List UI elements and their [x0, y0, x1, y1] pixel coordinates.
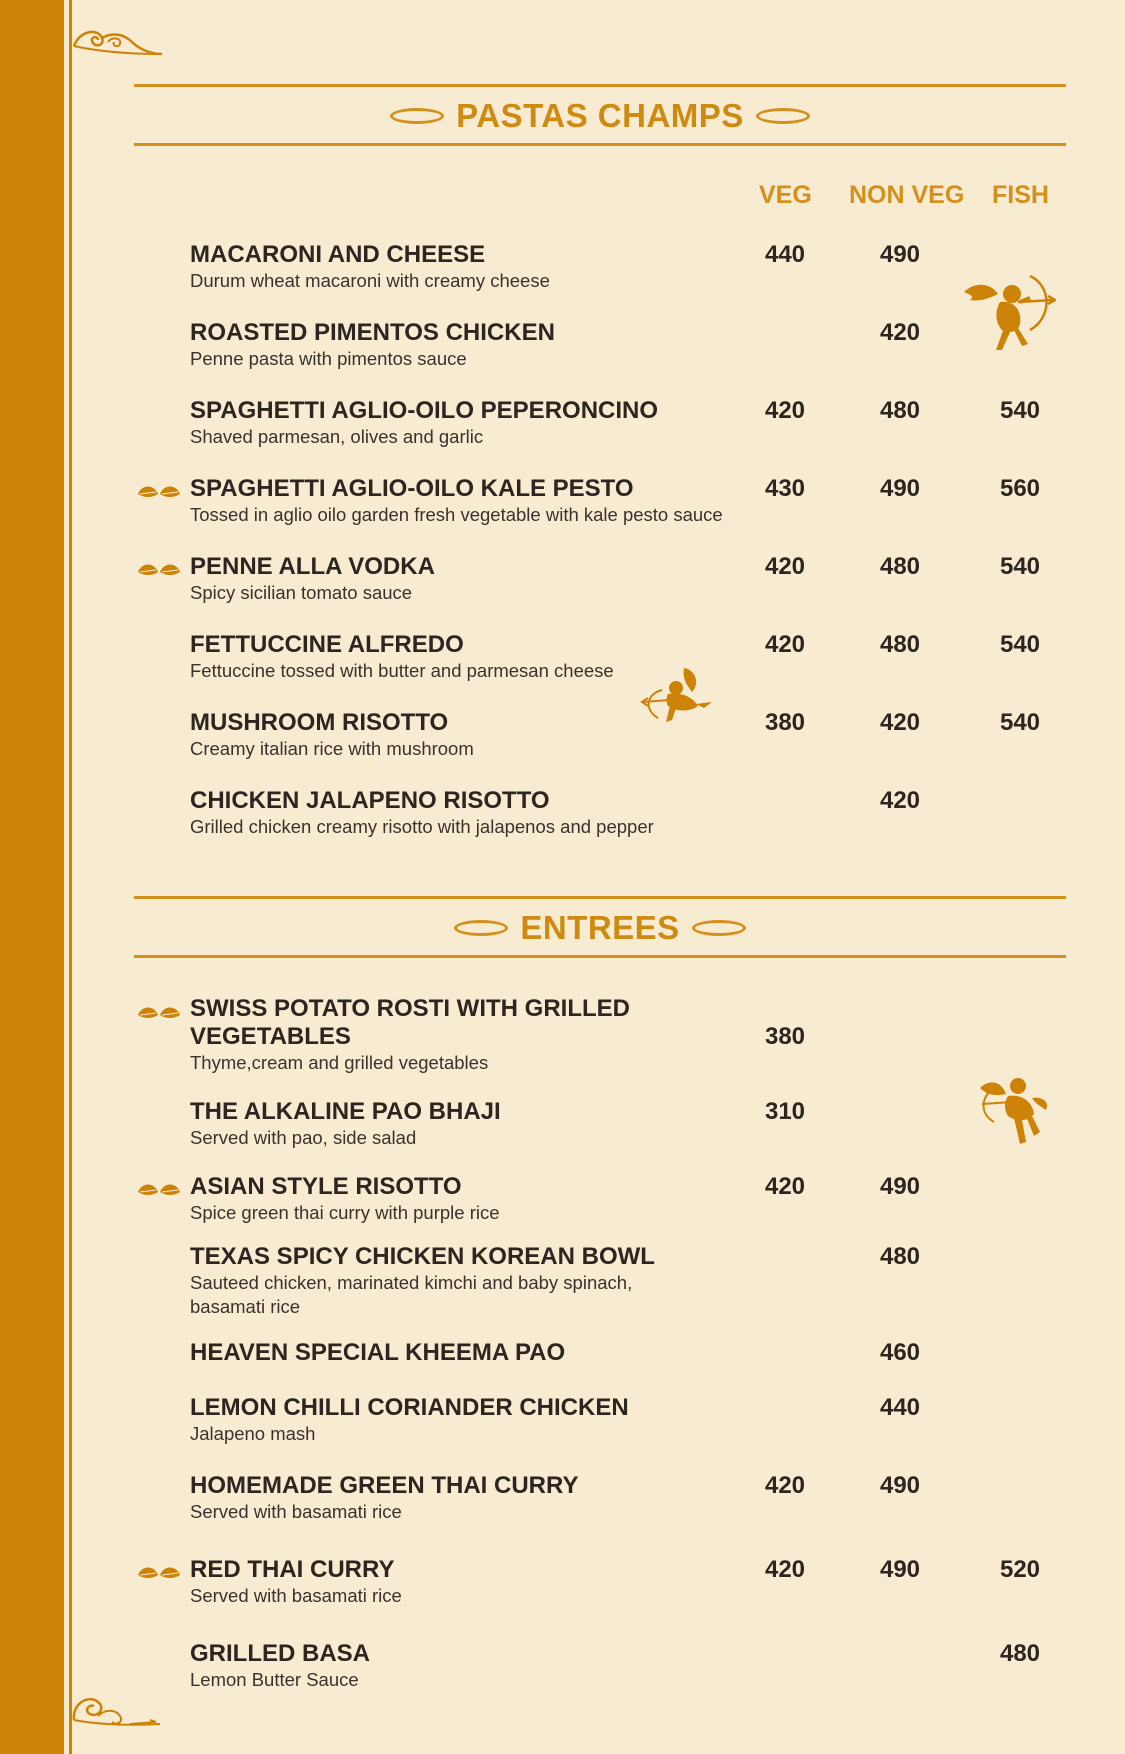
oval-ornament-icon: [692, 920, 746, 936]
pastas-section-title: [134, 97, 1066, 135]
item-description: Thyme,cream and grilled vegetables: [190, 1052, 489, 1073]
menu-item: [190, 1394, 629, 1446]
item-name: PENNE ALLA VODKA: [190, 553, 435, 580]
item-description: Served with pao, side salad: [190, 1127, 417, 1148]
item-description: Sauteed chicken, marinated kimchi and baby spinach,: [190, 1272, 633, 1293]
menu-item: [190, 475, 723, 527]
price-veg: 440: [764, 241, 806, 268]
pastas-title-text: PASTAS CHAMPS: [456, 97, 744, 134]
price-veg: 420: [764, 1173, 806, 1200]
menu-item: [190, 1556, 402, 1608]
menu-item: [190, 241, 550, 293]
item-name: SWISS POTATO ROSTI WITH GRILLED: [190, 995, 630, 1022]
entrees-title-text: ENTREES: [520, 909, 680, 946]
item-name: MACARONI AND CHEESE: [190, 241, 486, 268]
pastas-header-rules: [134, 84, 1066, 146]
price-nonveg: 490: [879, 1556, 921, 1583]
item-description: Tossed in aglio oilo garden fresh vegetable with kale pesto sauce: [190, 504, 723, 525]
price-veg: 380: [764, 709, 806, 736]
flourish-top-icon: [72, 20, 164, 58]
menu-item: [190, 709, 474, 761]
price-veg: 420: [764, 1556, 806, 1583]
price-veg: 430: [764, 475, 806, 502]
item-name: HEAVEN SPECIAL KHEEMA PAO: [190, 1339, 566, 1366]
cupid-icon: [960, 272, 1056, 358]
price-nonveg: 480: [879, 397, 921, 424]
item-description: Durum wheat macaroni with creamy cheese: [190, 270, 550, 291]
item-name: FETTUCCINE ALFREDO: [190, 631, 464, 658]
item-name: LEMON CHILLI CORIANDER CHICKEN: [190, 1394, 629, 1421]
menu-item: [190, 1243, 655, 1319]
col-head-veg: VEG: [759, 181, 812, 209]
price-nonveg: 460: [879, 1339, 921, 1366]
price-veg: 380: [764, 1023, 806, 1050]
price-nonveg: 420: [879, 709, 921, 736]
item-name: THE ALKALINE PAO BHAJI: [190, 1098, 501, 1125]
chef-special-leaf-icon: [136, 560, 182, 578]
price-fish: 520: [999, 1556, 1041, 1583]
chef-special-leaf-icon: [136, 1180, 182, 1198]
item-name-line2: VEGETABLES: [190, 1023, 351, 1050]
price-fish: 540: [999, 709, 1041, 736]
price-nonveg: 440: [879, 1394, 921, 1421]
price-nonveg: 480: [879, 1243, 921, 1270]
price-nonveg: 480: [879, 631, 921, 658]
price-fish: 480: [999, 1640, 1041, 1667]
item-name: SPAGHETTI AGLIO-OILO KALE PESTO: [190, 475, 634, 502]
flourish-bottom-icon: [70, 1686, 162, 1730]
menu-item: [190, 1173, 500, 1225]
price-nonveg: 420: [879, 319, 921, 346]
item-description: Served with basamati rice: [190, 1501, 402, 1522]
price-nonveg: 490: [879, 1173, 921, 1200]
item-name: HOMEMADE GREEN THAI CURRY: [190, 1472, 579, 1499]
col-head-fish: FISH: [992, 181, 1049, 209]
item-description: Penne pasta with pimentos sauce: [190, 348, 467, 369]
menu-item: [190, 1640, 370, 1692]
price-veg: 420: [764, 553, 806, 580]
item-description-line2: basamati rice: [190, 1296, 301, 1317]
item-name: ASIAN STYLE RISOTTO: [190, 1173, 462, 1200]
price-fish: 560: [999, 475, 1041, 502]
chef-special-leaf-icon: [136, 482, 182, 500]
item-name: ROASTED PIMENTOS CHICKEN: [190, 319, 555, 346]
price-fish: 540: [999, 631, 1041, 658]
left-border-band: [0, 0, 64, 1754]
item-name: TEXAS SPICY CHICKEN KOREAN BOWL: [190, 1243, 655, 1270]
item-description: Creamy italian rice with mushroom: [190, 738, 474, 759]
price-veg: 420: [764, 631, 806, 658]
menu-item: [190, 553, 435, 605]
item-name: CHICKEN JALAPENO RISOTTO: [190, 787, 550, 814]
price-nonveg: 490: [879, 475, 921, 502]
item-description: Fettuccine tossed with butter and parmesan cheese: [190, 660, 614, 681]
menu-item: [190, 1339, 565, 1367]
menu-item: [190, 1098, 501, 1150]
item-name: MUSHROOM RISOTTO: [190, 709, 449, 736]
menu-item: [190, 995, 630, 1075]
cupid-icon: [976, 1074, 1052, 1150]
item-description: Served with basamati rice: [190, 1585, 402, 1606]
chef-special-leaf-icon: [136, 1003, 182, 1021]
entrees-section-title: [134, 909, 1066, 947]
price-nonveg: 420: [879, 787, 921, 814]
chef-special-leaf-icon: [136, 1563, 182, 1581]
menu-item: [190, 631, 614, 683]
item-description: Spicy sicilian tomato sauce: [190, 582, 413, 603]
price-fish: 540: [999, 397, 1041, 424]
cupid-icon: [640, 666, 714, 730]
item-name: SPAGHETTI AGLIO-OILO PEPERONCINO: [190, 397, 659, 424]
item-description: Jalapeno mash: [190, 1423, 316, 1444]
oval-ornament-icon: [756, 108, 810, 124]
price-nonveg: 490: [879, 241, 921, 268]
oval-ornament-icon: [390, 108, 444, 124]
item-description: Grilled chicken creamy risotto with jalapenos and pepper: [190, 816, 654, 837]
item-description: Lemon Butter Sauce: [190, 1669, 359, 1690]
menu-item: [190, 1472, 578, 1524]
menu-item: [190, 397, 658, 449]
item-name: RED THAI CURRY: [190, 1556, 395, 1583]
left-border-line: [69, 0, 72, 1754]
price-nonveg: 490: [879, 1472, 921, 1499]
price-veg: 310: [764, 1098, 806, 1125]
col-head-nonveg: NON VEG: [849, 181, 965, 209]
item-description: Spice green thai curry with purple rice: [190, 1202, 500, 1223]
price-fish: 540: [999, 553, 1041, 580]
price-veg: 420: [764, 1472, 806, 1499]
price-veg: 420: [764, 397, 806, 424]
item-name: GRILLED BASA: [190, 1640, 370, 1667]
menu-item: [190, 319, 555, 371]
oval-ornament-icon: [454, 920, 508, 936]
item-description: Shaved parmesan, olives and garlic: [190, 426, 484, 447]
price-nonveg: 480: [879, 553, 921, 580]
menu-item: [190, 787, 654, 839]
entrees-header-rules: [134, 896, 1066, 958]
